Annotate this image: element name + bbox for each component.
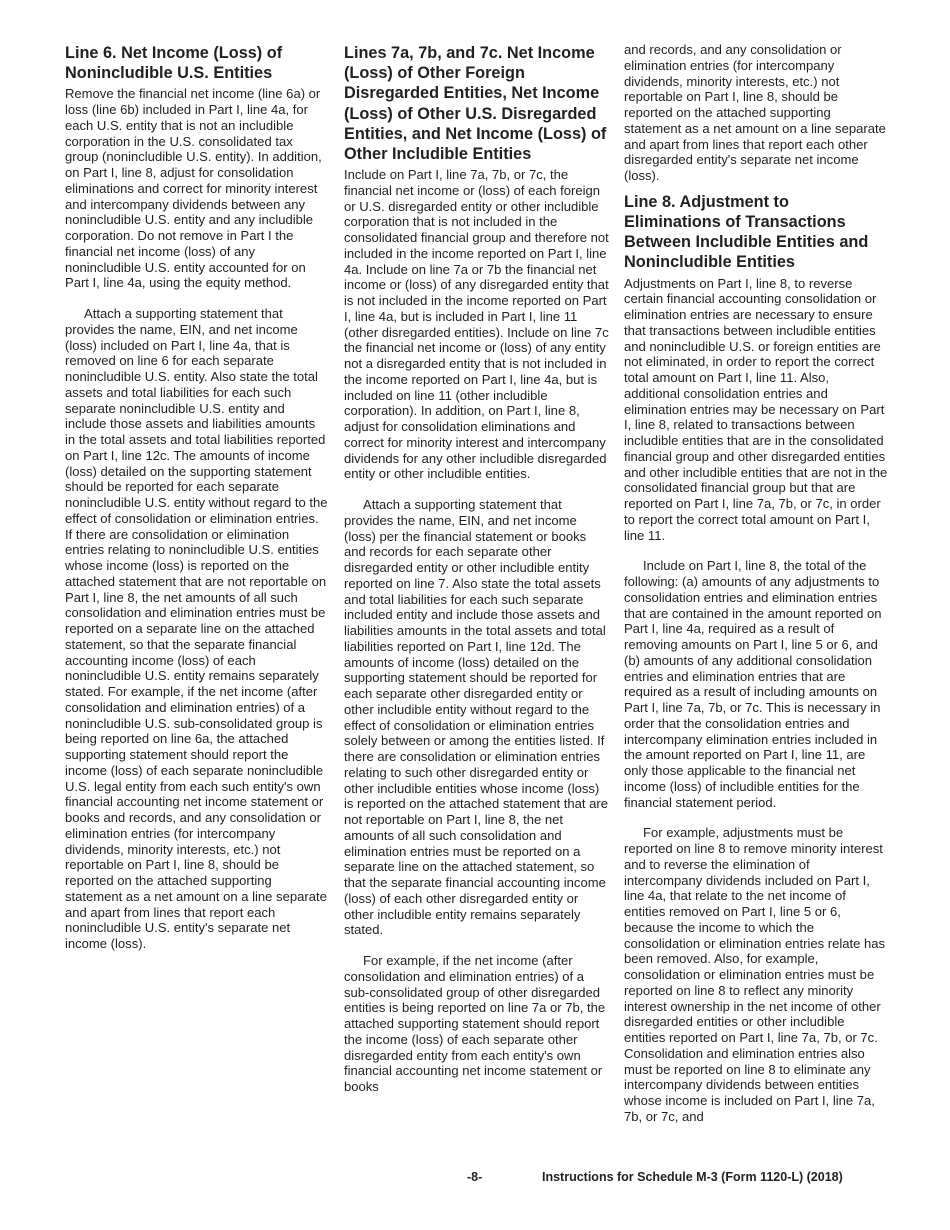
column-right (624, 42, 888, 1125)
paragraph: Adjustments on Part I, line 8, to reverse certain financial accounting consolidation or elimination entries are necessary to ensure that transactions between includible entities and nonincludible U.S. or foreign entities are not eliminated, in order to report the correct total amount on Part I, line 11. Also, additional consolidation entries and elimination entries may be necessary on Part I, line 8, related to transactions between includible entities that are in the consolidated financial group and other disregarded entities and other includible entities that are not in the consolidated financial group but that are reported on Part I, line 7a, 7b, or 7c, in order to report the correct total amount on Part I, line 11. (624, 275, 888, 543)
paragraph: Remove the financial net income (line 6a) or loss (line 6b) included in Part I, line 4a, for each U.S. entity that is not an includible corporation in the U.S. consolidated tax group (nonincludible U.S. entity). In addition, on Part I, line 8, adjust for consolidation eliminations and correct for minority interest and intercompany dividends between any nonincludible U.S. entity and any includible corporation. Do not remove in Part I the financial net income (loss) of any nonincludible U.S. entity accounted for on Part I, line 4a, using the equity method. (65, 86, 322, 291)
section-heading-lines-7a-7b-7c: Lines 7a, 7b, and 7c. Net Income (Loss) of Other Foreign Disregarded Entities, Net Income (Loss) of Other U.S. Disregarded Entities, and Net Income (Loss) of Other Includible Entities (344, 44, 607, 164)
paragraph: Attach a supporting statement that provides the name, EIN, and net income (loss) per the financial statement or books and records for each separate other disregarded entity or other includible entity reported on line 7. Also state the total assets and total liabilities for each such separate included entity and include those assets and liabilities amounts in the total assets and total liabilities reported on Part I, line 12d. The amounts of income (loss) detailed on the supporting statement should be reported for each separate other disregarded entity or other includible entity without regard to the effect of consolidation or elimination entries solely between or among the entities listed. If there are consolidation or elimination entries relating to such other disregarded entity or other includible entities whose income (loss) is reported on the attached statement that are not reportable on Part I, line 8, the net amounts of all such consolidation and elimination entries must be reported on a separate line on the attached statement, so that the separate financial accounting income (loss) of each other disregarded entity or other includible entity remains separately stated. (344, 497, 609, 938)
column-left (65, 42, 328, 952)
paragraph: Include on Part I, line 7a, 7b, or 7c, the financial net income or (loss) of each foreign or U.S. disregarded entity or other includible corporation that is not included in the consolidated financial group and therefore not included in the income reported on Part I, line 4a. Include on line 7a or 7b the financial net income or (loss) of any disregarded entity that is not included in the income reported on Part I, line 4a, but is included in Part I, line 11 (other disregarded entities). Include on line 7c the financial net income or (loss) of any entity not a disregarded entity that is not included in the income reported on Part I, line 4a, but is included on line 11 (other includible corporation). In addition, on Part I, line 8, adjust for consolidation eliminations and correct for minority interest and intercompany dividends for any other includible disregarded entity or other includible entities. (344, 167, 609, 482)
page-number: -8- (467, 1170, 483, 1184)
document-title: Instructions for Schedule M-3 (Form 1120-L) (2018) (542, 1170, 843, 1184)
paragraph: Attach a supporting statement that provides the name, EIN, and net income (loss) included on Part I, line 4a, that is removed on line 6 for each separate nonincludible U.S. entity. Also state the total assets and total liabilities for each such separate nonincludible U.S. entity and include those assets and liabilities amounts in the total assets and total liabilities reported on Part I, line 12c. The amounts of income (loss) detailed on the supporting statement should be reported for each separate nonincludible U.S. entity without regard to the effect of consolidation or elimination entries. If there are consolidation or elimination entries relating to nonincludible U.S. entities whose income (loss) is reported on the attached statement that are not reportable on Part I, line 8, the net amounts of all such consolidation and elimination entries must be reported on a separate line on the attached statement, so that the separate financial accounting income (loss) of each nonincludible U.S. entity remains separately stated. For example, if the net income (after consolidation and elimination entries) of a nonincludible U.S. sub-consolidated group is being reported on line 6a, the attached supporting statement should report the income (loss) of each separate nonincludible U.S. legal entity from each such entity's own financial accounting net income statement or books and records, and any consolidation or elimination entries (for intercompany dividends, minority interests, etc.) not reportable on Part I, line 8, should be reported on the attached supporting statement as a net amount on a line separate and apart from lines that report each nonincludible U.S. entity's separate net income (loss). (65, 306, 328, 952)
section-heading-line-6: Line 6. Net Income (Loss) of Nonincludible U.S. Entities (65, 44, 283, 83)
paragraph: Include on Part I, line 8, the total of the following: (a) amounts of any adjustments to consolidation entries and elimination entries that are contained in the amount reported on Part I, line 4a, required as a result of removing amounts on Part I, line 5 or 6, and (b) amounts of any additional consolidation entries and elimination entries that are required as a result of including amounts on Part I, line 7a, 7b, or 7c. This is necessary in order that the consolidation entries and intercompany elimination entries included in the amount reported on Part I, line 11, are only those applicable to the financial net income (loss) of includible entities for the financial statement period. (624, 558, 882, 810)
page-footer (0, 1170, 950, 1186)
paragraph: For example, if the net income (after consolidation and elimination entries) of a sub-consolidated group of other disregarded entities is being reported on line 7a or 7b, the attached supporting statement should report the income (loss) of each separate other disregarded entity from each entity's own financial accounting net income statement or books (344, 953, 606, 1095)
column-middle (344, 42, 609, 1095)
paragraph: For example, adjustments must be reported on line 8 to remove minority interest and to reverse the elimination of intercompany dividends included on Part I, line 4a, that relate to the net income of entities removed on Part I, line 5 or 6, because the income to which the consolidation or elimination entries relate has been removed. Also, for example, consolidation or elimination entries must be reported on line 8 to reflect any minority interest ownership in the net income of other disregarded entities or other includible entities reported on Part I, line 7a, 7b, or 7c. Consolidation and elimination entries also must be reported on line 8 to eliminate any intercompany dividends between entities whose income is included on Part I, line 7a, 7b, or 7c, and (624, 825, 886, 1124)
section-heading-line-8: Line 8. Adjustment to Eliminations of Transactions Between Includible Entities and Nonincludible Entities (624, 192, 869, 272)
paragraph-continuation: and records, and any consolidation or elimination entries (for intercompany dividends, minority interests, etc.) not reportable on Part I, line 8, should be reported on the attached supporting statement as a net amount on a line separate and apart from lines that report each other disregarded entity's separate net income (loss). (624, 42, 886, 183)
